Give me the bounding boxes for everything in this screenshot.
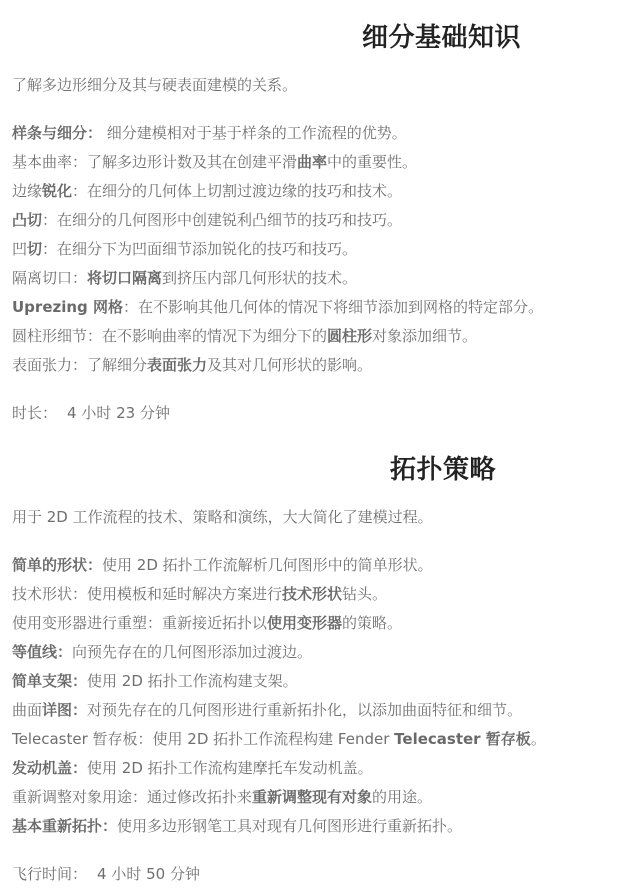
- topic-highlight: 重新调整现有对象: [252, 788, 373, 806]
- topic-text: ：在细分下为凹面细节添加锐化的技巧和技巧。: [42, 240, 358, 258]
- topic-text: 钻头。: [342, 585, 388, 603]
- topic-text: 边缘: [12, 182, 43, 200]
- topic-text: 使用多边形钢笔工具对现有几何图形进行重新拓扑。: [117, 817, 463, 835]
- topic-highlight: 锐化: [42, 182, 73, 200]
- section-title-topology: 拓扑策略: [390, 455, 497, 485]
- topic-highlight: 发动机盖：: [12, 759, 88, 777]
- section-intro-subdivision: 了解多边形细分及其与硬表面建模的关系。: [12, 76, 298, 94]
- topic-text: ：在不影响其他几何体的情况下将细节添加到网格的特定部分。: [123, 298, 544, 316]
- topic-text: 使用变形器进行重塑：重新接近拓扑以: [12, 614, 268, 632]
- topic-highlight: 切: [27, 240, 43, 258]
- topic-item: [12, 322, 477, 351]
- topic-highlight: 圆柱形: [327, 327, 373, 345]
- topic-text: 重新调整对象用途：通过修改拓扑来: [12, 788, 253, 806]
- topic-highlight: 表面张力: [147, 356, 208, 374]
- topic-item: [12, 812, 462, 841]
- topic-item: [12, 235, 357, 264]
- topic-item: [12, 783, 432, 812]
- topic-highlight: 简单支架：: [12, 672, 88, 690]
- topic-highlight: 技术形状: [282, 585, 343, 603]
- topic-highlight: 将切口隔离: [87, 269, 163, 287]
- topic-item: [12, 638, 312, 667]
- topic-highlight: 详图：: [42, 701, 88, 719]
- topic-item: [12, 725, 546, 754]
- topic-text: 隔离切口：: [12, 269, 88, 287]
- duration-label: 飞行时间：: [12, 865, 88, 883]
- topic-text: ：在细分的几何图形中创建锐利凸细节的技巧和技巧。: [42, 211, 403, 229]
- topic-text: 使用 2D 拓扑工作流构建摩托车发动机盖。: [87, 759, 373, 777]
- section-intro-topology: 用于 2D 工作流程的技术、策略和演练，大大简化了建模过程。: [12, 508, 433, 526]
- topic-item: [12, 609, 402, 638]
- topic-highlight: 凸切: [12, 211, 43, 229]
- topic-item: [12, 696, 522, 725]
- topic-highlight: 使用变形器: [267, 614, 343, 632]
- topic-highlight: 基本重新拓扑：: [12, 817, 118, 835]
- topic-item: [12, 667, 298, 696]
- duration-value: 4 小时 50 分钟: [97, 865, 200, 883]
- topic-item: [12, 119, 407, 148]
- topic-text: 技术形状：使用模板和延时解决方案进行: [12, 585, 283, 603]
- topic-text: 对预先存在的几何图形进行重新拓扑化，以添加曲面特征和细节。: [87, 701, 523, 719]
- topic-text: 基本曲率：了解多边形计数及其在创建平滑: [12, 153, 298, 171]
- topic-item: [12, 754, 373, 783]
- topic-item: [12, 264, 357, 293]
- topic-item: [12, 148, 417, 177]
- topic-text: 使用 2D 拓扑工作流解析几何图形中的简单形状。: [102, 556, 433, 574]
- topic-highlight: 样条与细分：: [12, 124, 103, 142]
- topic-text: 及其对几何形状的影响。: [207, 356, 373, 374]
- duration-topology: [12, 863, 200, 884]
- topic-text: 细分建模相对于基于样条的工作流程的优势。: [102, 124, 407, 142]
- topic-text: 的策略。: [342, 614, 403, 632]
- topic-text: ：在细分的几何体上切割过渡边缘的技巧和技术。: [72, 182, 403, 200]
- topic-text: 的用途。: [372, 788, 433, 806]
- topic-highlight: 等值线：: [12, 643, 73, 661]
- topic-item: [12, 293, 543, 322]
- topic-text: 表面张力：了解细分: [12, 356, 148, 374]
- topic-text: 中的重要性。: [327, 153, 418, 171]
- topic-text: 对象添加细节。: [372, 327, 478, 345]
- topic-text: 向预先存在的几何图形添加过渡边。: [72, 643, 313, 661]
- topic-item: [12, 177, 402, 206]
- topic-text: 。: [530, 730, 546, 748]
- topic-text: 圆柱形细节：在不影响曲率的情况下为细分下的: [12, 327, 328, 345]
- topic-item: [12, 551, 433, 580]
- topic-highlight: 曲率: [297, 153, 328, 171]
- topic-text: 凹: [12, 240, 28, 258]
- topic-text: 使用 2D 拓扑工作流构建支架。: [87, 672, 298, 690]
- topic-item: [12, 580, 387, 609]
- topic-highlight: Telecaster 暂存板: [394, 730, 531, 748]
- topic-item: [12, 206, 402, 235]
- duration-subdivision: [12, 402, 170, 423]
- topic-text: 曲面: [12, 701, 43, 719]
- duration-value: 4 小时 23 分钟: [67, 404, 170, 422]
- topic-highlight: Uprezing 网格: [12, 298, 123, 316]
- section-title-subdivision: 细分基础知识: [362, 23, 522, 53]
- duration-label: 时长：: [12, 404, 58, 422]
- topic-text: 到挤压内部几何形状的技术。: [162, 269, 358, 287]
- topic-item: [12, 351, 372, 380]
- topic-highlight: 简单的形状：: [12, 556, 103, 574]
- topic-text: Telecaster 暂存板：使用 2D 拓扑工作流程构建 Fender: [12, 730, 395, 748]
